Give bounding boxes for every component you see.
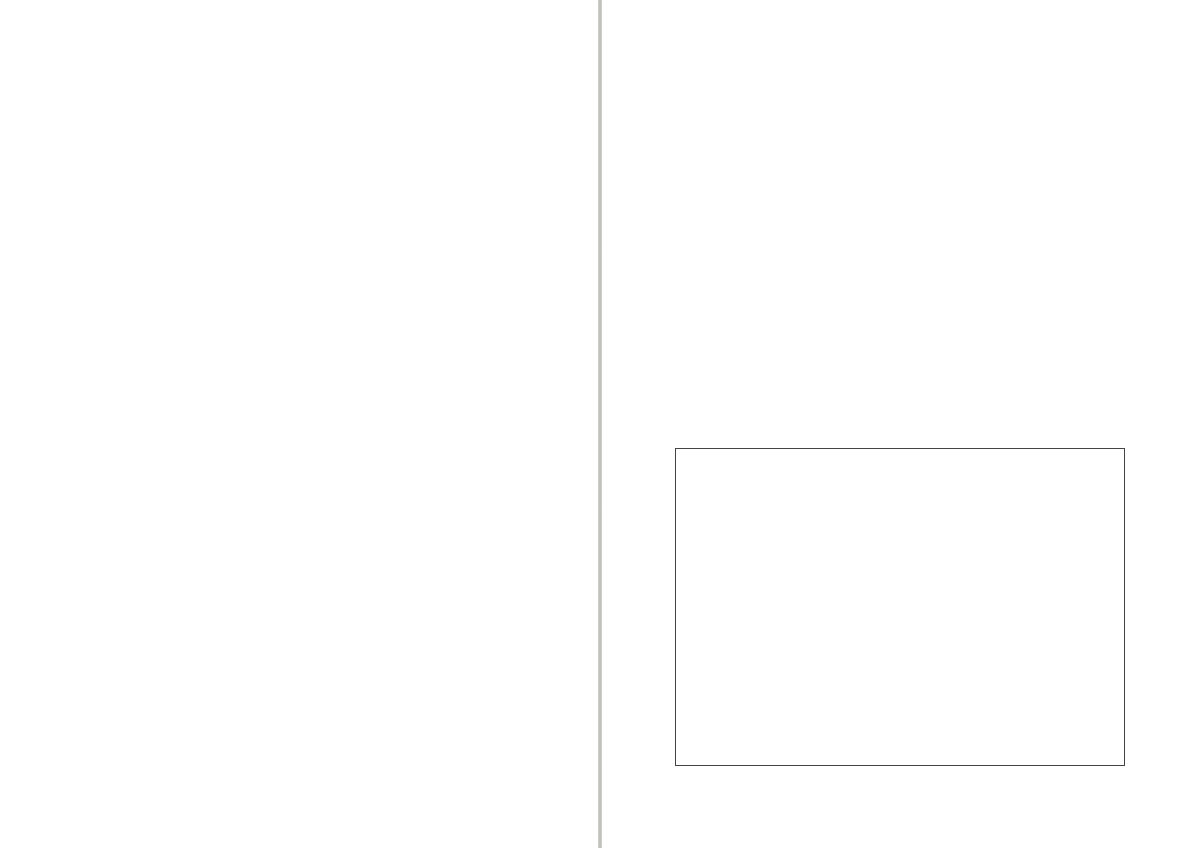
right-page	[602, 0, 1200, 848]
english-requirements-box	[675, 448, 1125, 766]
left-page	[0, 0, 598, 848]
